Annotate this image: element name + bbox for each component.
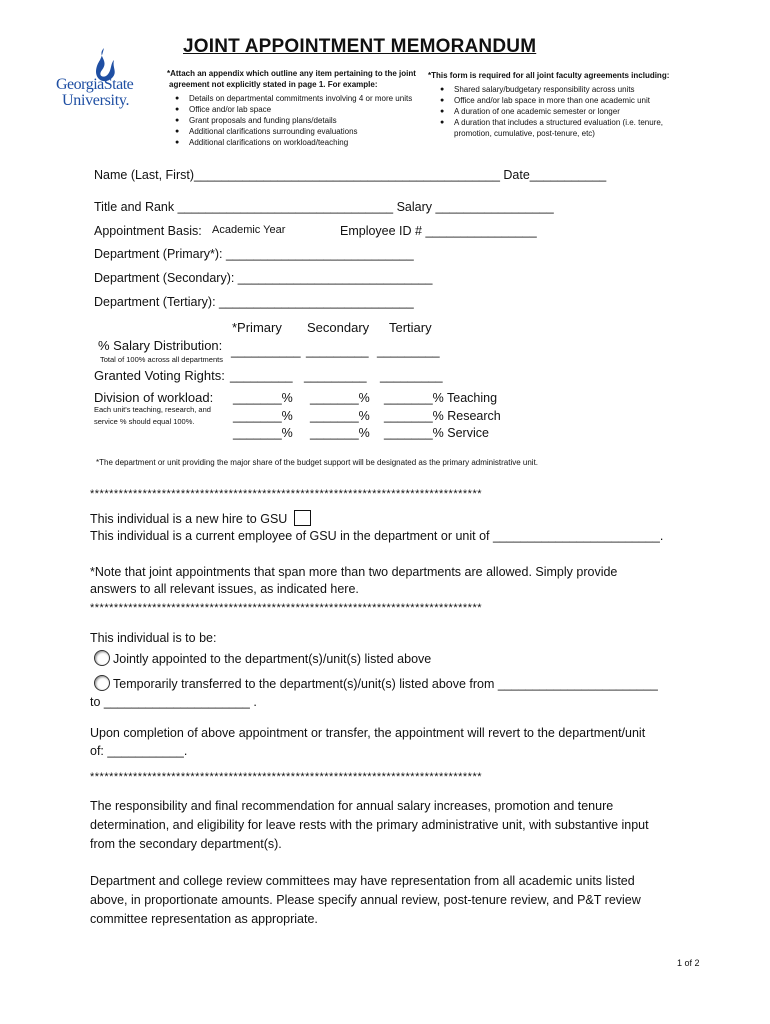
logo-line-2: University. bbox=[62, 92, 130, 109]
appointment-basis-value[interactable]: Academic Year bbox=[212, 224, 286, 236]
revert-unit-field[interactable]: of: ___________. bbox=[90, 744, 188, 758]
list-item: ● Additional clarifications on workload/teaching bbox=[189, 137, 416, 148]
employee-id-field[interactable]: Employee ID # ________________ bbox=[340, 224, 537, 238]
temporarily-transferred-field[interactable]: Temporarily transferred to the department(s)/unit(s) listed above from _______________________ bbox=[113, 677, 658, 691]
separator: ********************************************************************************** bbox=[90, 771, 483, 783]
salary-distribution-label: % Salary Distribution: bbox=[98, 338, 223, 353]
workload-note-1: Each unit's teaching, research, and bbox=[94, 405, 211, 414]
primary-unit-footnote: *The department or unit providing the major share of the budget support will be designated as the primary administrative unit. bbox=[96, 458, 539, 467]
requirement-note-list bbox=[440, 84, 669, 139]
list-item: ● A duration of one academic semester or longer bbox=[454, 106, 669, 117]
new-hire-checkbox[interactable] bbox=[294, 510, 311, 526]
temporarily-transferred-radio[interactable] bbox=[94, 675, 110, 691]
workload-tertiary-service[interactable]: _______% Service bbox=[384, 426, 489, 440]
paragraph-line: above, in proportionate amounts. Please specify annual review, post-tenure review, and P&T review bbox=[90, 893, 641, 907]
workload-secondary-research[interactable]: _______% bbox=[310, 408, 370, 423]
department-secondary-field[interactable]: Department (Secondary): ____________________________ bbox=[94, 271, 433, 285]
requirement-note-head: *This form is required for all joint faculty agreements including: bbox=[428, 71, 670, 80]
appointment-basis-label: Appointment Basis: bbox=[94, 224, 202, 238]
salary-primary-blank[interactable]: __________ bbox=[231, 344, 301, 358]
voting-rights-label: Granted Voting Rights: bbox=[94, 368, 225, 383]
workload-secondary-service[interactable]: _______% bbox=[310, 426, 370, 440]
salary-distribution-note: Total of 100% across all departments bbox=[100, 355, 223, 364]
list-item: ● A duration that includes a structured evaluation (i.e. tenure, bbox=[454, 117, 669, 128]
workload-primary-service[interactable]: _______% bbox=[233, 426, 293, 440]
workload-primary-teaching[interactable]: _______% bbox=[233, 391, 293, 405]
paragraph-line: from the secondary department(s). bbox=[90, 837, 282, 851]
revert-text-1: Upon completion of above appointment or transfer, the appointment will revert to the department/unit bbox=[90, 726, 646, 740]
workload-primary-research[interactable]: _______% bbox=[233, 408, 293, 423]
multi-department-note-1: *Note that joint appointments that span more than two departments are allowed. Simply provide bbox=[90, 565, 618, 579]
voting-secondary-blank[interactable]: _________ bbox=[304, 369, 367, 383]
logo-line-1: GeorgiaState bbox=[56, 76, 134, 93]
appendix-note-head-2: agreement not explicitly stated in page 1. For example: bbox=[169, 80, 378, 89]
voting-primary-blank[interactable]: _________ bbox=[230, 369, 293, 383]
paragraph-line: The responsibility and final recommendation for annual salary increases, promotion and tenure bbox=[90, 799, 614, 813]
workload-secondary-column bbox=[310, 390, 370, 443]
list-item: ● Office and/or lab space in more than one academic unit bbox=[454, 95, 669, 106]
appendix-note-head-1: *Attach an appendix which outline any item pertaining to the joint bbox=[167, 69, 416, 78]
list-item: ● Additional clarifications surrounding evaluations bbox=[189, 126, 416, 137]
workload-tertiary-column bbox=[384, 390, 501, 443]
jointly-appointed-radio[interactable] bbox=[94, 650, 110, 666]
title-salary-field[interactable]: Title and Rank _______________________________ Salary _________________ bbox=[94, 200, 554, 214]
list-item: ● Details on departmental commitments involving 4 or more units bbox=[189, 93, 416, 104]
gsu-logo bbox=[52, 46, 142, 114]
list-item: ● Office and/or lab space bbox=[189, 104, 416, 115]
list-item: ● Grant proposals and funding plans/details bbox=[189, 115, 416, 126]
voting-tertiary-blank[interactable]: _________ bbox=[380, 369, 443, 383]
appendix-note bbox=[167, 68, 416, 148]
workload-tertiary-teaching[interactable]: _______% Teaching bbox=[384, 391, 498, 405]
requirement-note bbox=[428, 70, 669, 139]
separator: ********************************************************************************** bbox=[90, 488, 483, 500]
department-primary-field[interactable]: Department (Primary*): ___________________________ bbox=[94, 247, 414, 261]
workload-label: Division of workload: bbox=[94, 390, 214, 405]
workload-tertiary-research[interactable]: _______% Research bbox=[384, 408, 501, 423]
page-title: JOINT APPOINTMENT MEMORANDUM bbox=[183, 36, 537, 57]
paragraph-line: Department and college review committees may have representation from all academic units listed bbox=[90, 874, 635, 888]
multi-department-note-2: answers to all relevant issues, as indicated here. bbox=[90, 582, 359, 596]
salary-secondary-blank[interactable]: _________ bbox=[306, 344, 369, 358]
workload-secondary-teaching[interactable]: _______% bbox=[310, 391, 370, 405]
salary-tertiary-blank[interactable]: _________ bbox=[377, 344, 440, 358]
paragraph-line: committee representation as appropriate. bbox=[90, 912, 318, 926]
department-tertiary-field[interactable]: Department (Tertiary): ____________________________ bbox=[94, 295, 414, 309]
name-date-field[interactable]: Name (Last, First)____________________________________________ Date___________ bbox=[94, 168, 607, 182]
new-hire-label: This individual is a new hire to GSU bbox=[90, 512, 288, 526]
page-number: 1 of 2 bbox=[677, 958, 700, 968]
workload-primary-column bbox=[233, 390, 293, 443]
committee-paragraph bbox=[90, 872, 700, 929]
column-tertiary: Tertiary bbox=[389, 320, 432, 335]
list-item-continuation: promotion, cumulative, post-tenure, etc) bbox=[454, 129, 595, 138]
transfer-to-field[interactable]: to _____________________ . bbox=[90, 695, 257, 709]
responsibility-paragraph bbox=[90, 797, 700, 854]
workload-note-2: service % should equal 100%. bbox=[94, 417, 195, 426]
paragraph-line: determination, and eligibility for leave rests with the primary administrative unit, with substantive input bbox=[90, 818, 649, 832]
list-item: ● Shared salary/budgetary responsibility across units bbox=[454, 84, 669, 95]
appendix-note-list bbox=[175, 93, 416, 148]
current-employee-field[interactable]: This individual is a current employee of GSU in the department or unit of ________________________. bbox=[90, 529, 664, 543]
separator: ********************************************************************************** bbox=[90, 602, 483, 614]
column-primary: *Primary bbox=[232, 320, 282, 335]
column-secondary: Secondary bbox=[307, 320, 370, 335]
jointly-appointed-label: Jointly appointed to the department(s)/unit(s) listed above bbox=[113, 652, 432, 666]
status-intro: This individual is to be: bbox=[90, 631, 217, 645]
